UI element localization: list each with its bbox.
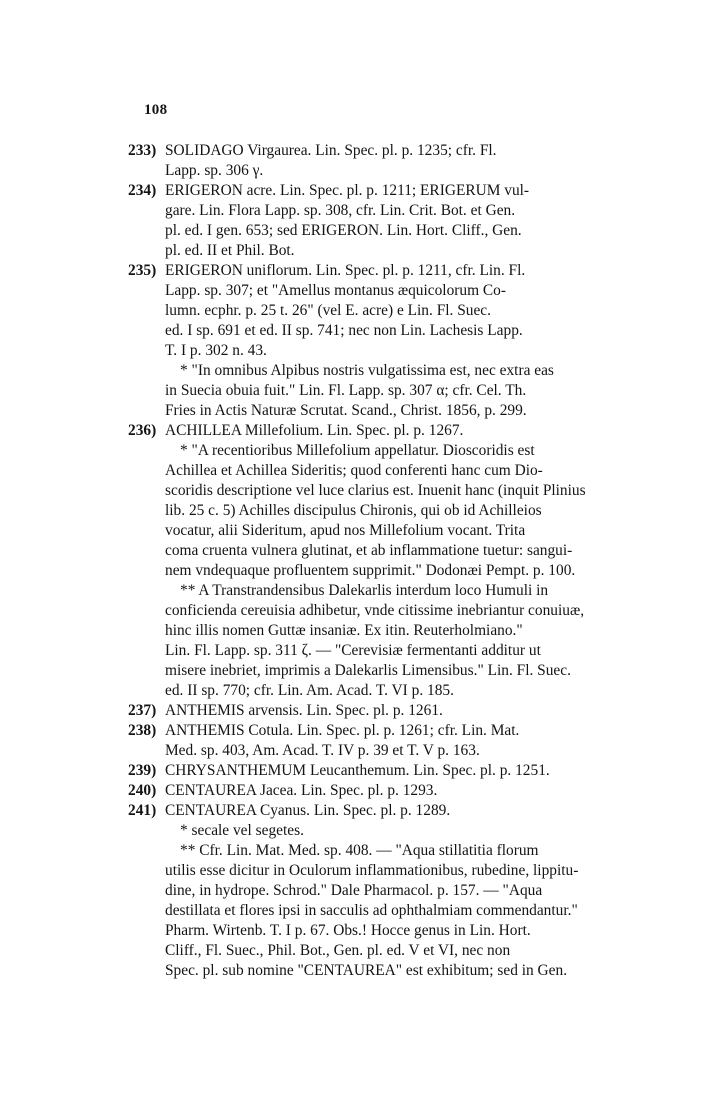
- entry-line: CHRYSANTHEMUM Leucanthemum. Lin. Spec. pl. p. 1251.: [165, 762, 550, 779]
- footnote-line: lib. 25 c. 5) Achilles discipulus Chironis, qui ob id Achilleios: [165, 502, 542, 519]
- entry-number: 233): [128, 142, 157, 159]
- entry-line: lumn. ecphr. p. 25 t. 26" (vel E. acre) e Lin. Fl. Suec.: [165, 302, 491, 319]
- footnote-line: * "In omnibus Alpibus nostris vulgatissima est, nec extra eas: [180, 362, 554, 379]
- footnote-line: in Suecia obuia fuit." Lin. Fl. Lapp. sp. 307 α; cfr. Cel. Th.: [165, 382, 527, 399]
- footnote-line: Lin. Fl. Lapp. sp. 311 ζ. — "Cerevisiæ fermentanti additur ut: [165, 642, 541, 659]
- footnote-line: ed. II sp. 770; cfr. Lin. Am. Acad. T. VI p. 185.: [165, 682, 454, 699]
- entry-number: 234): [128, 182, 157, 199]
- footnote-line: dine, in hydrope. Schrod." Dale Pharmacol. p. 157. — "Aqua: [165, 882, 543, 899]
- entry-line: ACHILLEA Millefolium. Lin. Spec. pl. p. 1267.: [165, 422, 464, 439]
- footnote-line: ** A Transtrandensibus Dalekarlis interdum loco Humuli in: [180, 582, 549, 599]
- entry-line: ERIGERON uniflorum. Lin. Spec. pl. p. 1211, cfr. Lin. Fl.: [165, 262, 526, 279]
- footnote-line: scoridis descriptione vel luce clarius est. Inuenit hanc (inquit Plinius: [165, 482, 586, 499]
- entry-line: pl. ed. I gen. 653; sed ERIGERON. Lin. Hort. Cliff., Gen.: [165, 222, 522, 239]
- entry-line: Med. sp. 403, Am. Acad. T. IV p. 39 et T. V p. 163.: [165, 742, 480, 759]
- entry-line: gare. Lin. Flora Lapp. sp. 308, cfr. Lin. Crit. Bot. et Gen.: [165, 202, 516, 219]
- entry-line: CENTAUREA Jacea. Lin. Spec. pl. p. 1293.: [165, 782, 438, 799]
- footnote-line: Cliff., Fl. Suec., Phil. Bot., Gen. pl. ed. V et VI, nec non: [165, 942, 511, 959]
- entry-line: ed. I sp. 691 et ed. II sp. 741; nec non Lin. Lachesis Lapp.: [165, 322, 523, 339]
- entry-line: SOLIDAGO Virgaurea. Lin. Spec. pl. p. 1235; cfr. Fl.: [165, 142, 497, 159]
- footnote-line: misere inebriet, imprimis a Dalekarlis Limensibus." Lin. Fl. Suec.: [165, 662, 571, 679]
- entry-number: 238): [128, 722, 157, 739]
- footnote-line: destillata et flores ipsi in sacculis ad ophthalmiam commendantur.": [165, 902, 578, 919]
- entry-line: ANTHEMIS arvensis. Lin. Spec. pl. p. 1261.: [165, 702, 443, 719]
- entry-number: 239): [128, 762, 157, 779]
- footnote-line: nem vndequaque profluentem supprimit." Dodonæi Pempt. p. 100.: [165, 562, 576, 579]
- entry-number: 236): [128, 422, 157, 439]
- entry-number: 240): [128, 782, 157, 799]
- entry-number: 235): [128, 262, 157, 279]
- footnote-line: conficienda cereuisia adhibetur, vnde citissime inebriantur conuiuæ,: [165, 602, 585, 619]
- footnote-line: ** Cfr. Lin. Mat. Med. sp. 408. — "Aqua stillatitia florum: [180, 842, 539, 859]
- footnote-line: Pharm. Wirtenb. T. I p. 67. Obs.! Hocce genus in Lin. Hort.: [165, 922, 531, 939]
- entry-line: pl. ed. II et Phil. Bot.: [165, 242, 295, 259]
- footnote-line: coma cruenta vulnera glutinat, et ab inflammatione tuetur: sangui-: [165, 542, 573, 559]
- footnote-line: hinc illis nomen Guttæ insaniæ. Ex itin. Reuterholmiano.": [165, 622, 523, 639]
- footnote-line: Fries in Actis Naturæ Scrutat. Scand., Christ. 1856, p. 299.: [165, 402, 527, 419]
- entry-line: Lapp. sp. 306 γ.: [165, 162, 264, 179]
- footnote-line: vocatur, alii Sideritum, apud nos Millefolium vocant. Trita: [165, 522, 526, 539]
- footnote-line: Spec. pl. sub nomine "CENTAUREA" est exhibitum; sed in Gen.: [165, 962, 568, 979]
- entry-line: ANTHEMIS Cotula. Lin. Spec. pl. p. 1261; cfr. Lin. Mat.: [165, 722, 520, 739]
- entry-line: T. I p. 302 n. 43.: [165, 342, 267, 359]
- footnote-line: utilis esse dicitur in Oculorum inflammationibus, rubedine, lippitu-: [165, 862, 579, 879]
- page-number: 108: [144, 102, 168, 118]
- entry-line: CENTAUREA Cyanus. Lin. Spec. pl. p. 1289.: [165, 802, 451, 819]
- footnote-line: * secale vel segetes.: [180, 822, 304, 839]
- footnote-line: * "A recentioribus Millefolium appellatur. Dioscoridis est: [180, 442, 535, 459]
- footnote-line: Achillea et Achillea Sideritis; quod conferenti hanc cum Dio-: [165, 462, 543, 479]
- entry-line: Lapp. sp. 307; et "Amellus montanus æquicolorum Co-: [165, 282, 506, 299]
- entry-number: 237): [128, 702, 157, 719]
- entry-line: ERIGERON acre. Lin. Spec. pl. p. 1211; ERIGERUM vul-: [165, 182, 530, 199]
- entry-number: 241): [128, 802, 157, 819]
